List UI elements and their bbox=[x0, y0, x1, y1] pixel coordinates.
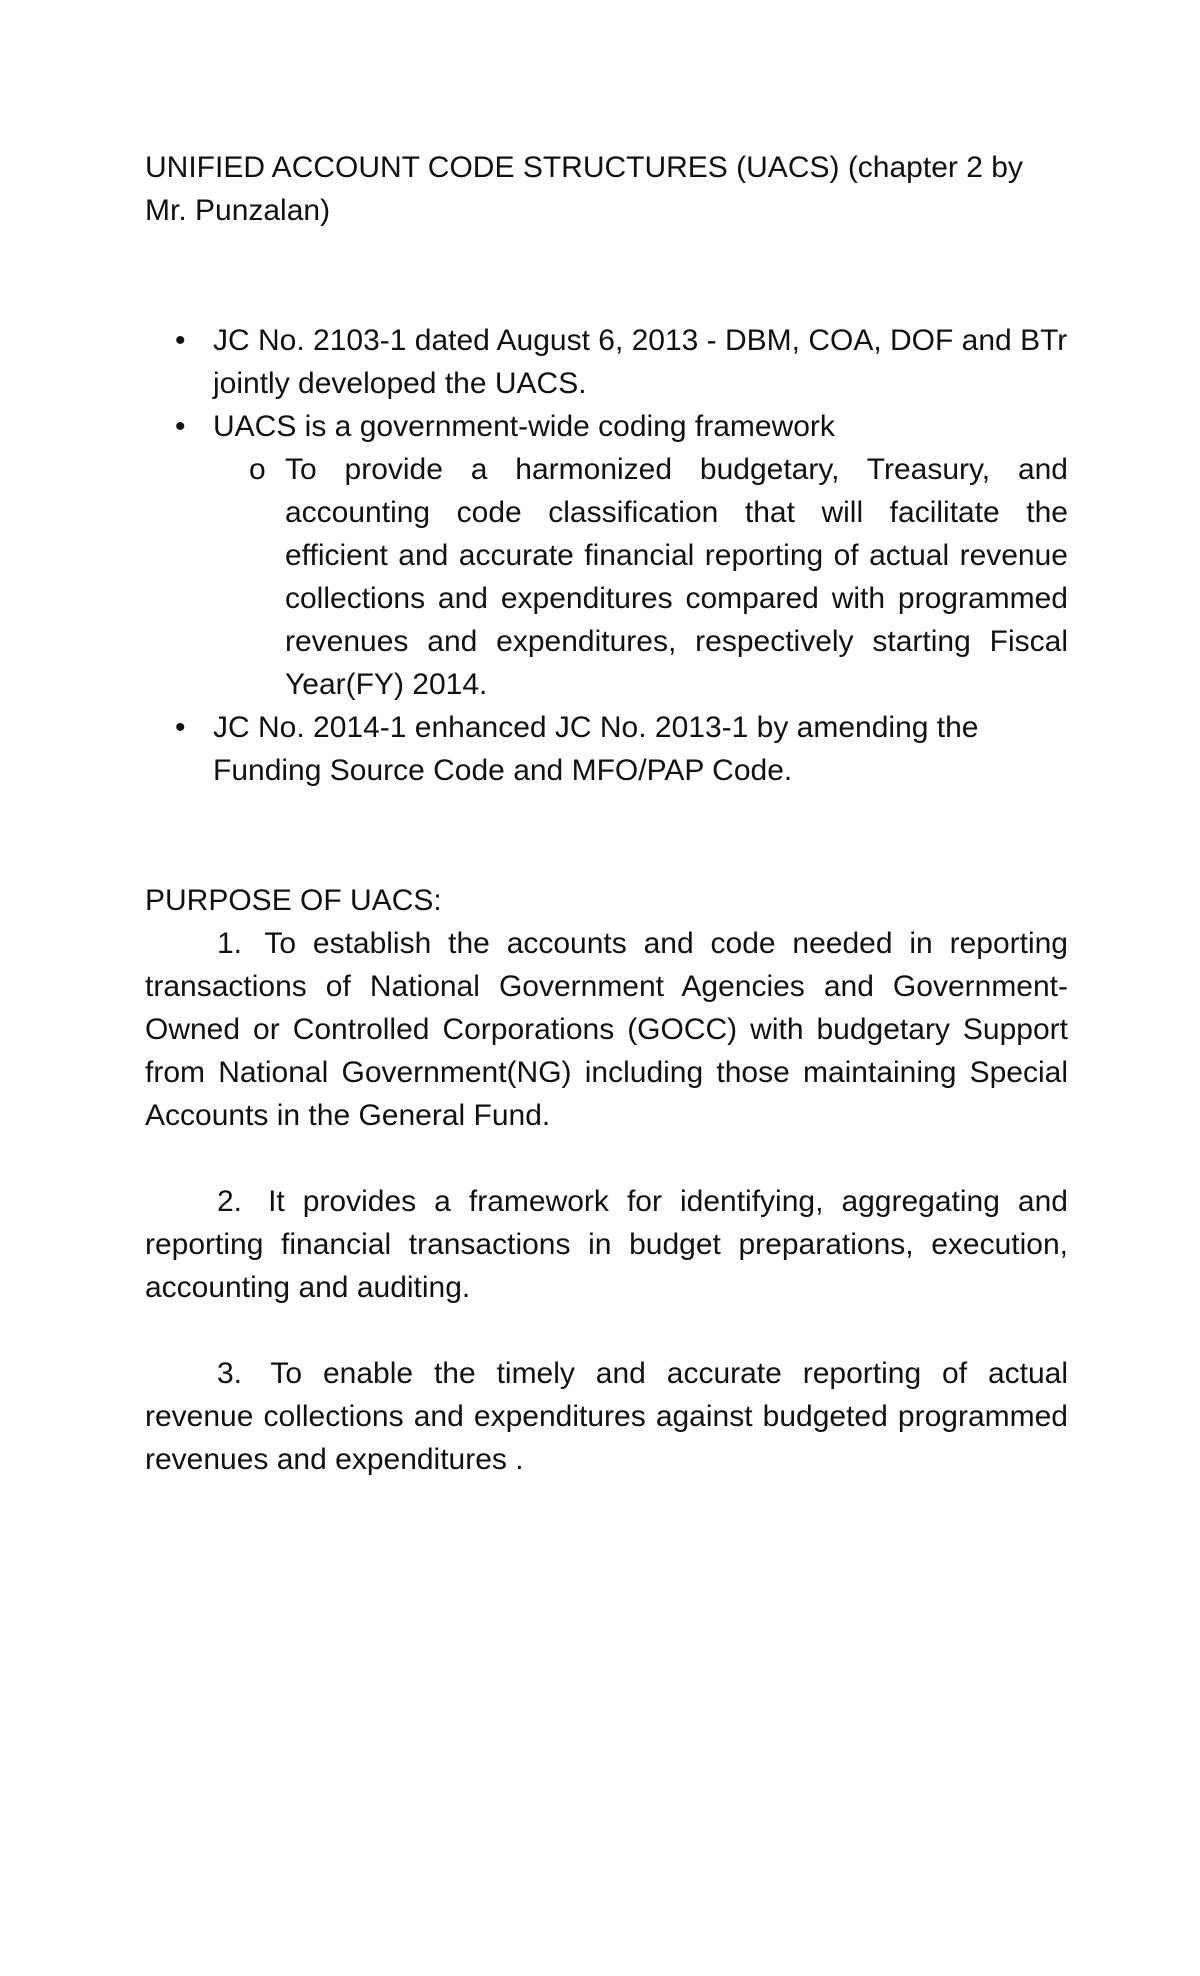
purpose-item-number: 3. bbox=[217, 1357, 243, 1390]
bullet-item-uacs-framework bbox=[213, 405, 1068, 706]
bullet-item-uacs-text: UACS is a government-wide coding framework bbox=[213, 410, 835, 443]
sub-bullet-list bbox=[213, 448, 1068, 706]
purpose-heading: PURPOSE OF UACS: bbox=[145, 884, 442, 917]
purpose-item-number: 1. bbox=[217, 927, 243, 960]
purpose-item-1 bbox=[145, 922, 1068, 1137]
bullet-list bbox=[145, 319, 1068, 792]
purpose-item-text: To establish the accounts and code needed in reporting transactions of National Government Agencies and Government-Owned or Controlled Corporations (GOCC) with budgetary Support from National Government(NG) including those maintaining Special Accounts in the General Fund. bbox=[145, 927, 1068, 1132]
purpose-item-2 bbox=[145, 1180, 1068, 1309]
bullet-item-jc-2103: • JC No. 2103-1 dated August 6, 2013 - DBM, COA, DOF and BTr jointly developed the UACS. bbox=[213, 319, 1068, 405]
purpose-item-number: 2. bbox=[217, 1185, 243, 1218]
bullet-item-jc-2014: • JC No. 2014-1 enhanced JC No. 2013-1 by amending the Funding Source Code and MFO/PAP Code. bbox=[213, 706, 1068, 792]
page-title: UNIFIED ACCOUNT CODE STRUCTURES (UACS) (chapter 2 by Mr. Punzalan) bbox=[145, 151, 1023, 227]
purpose-item-text: It provides a framework for identifying, aggregating and reporting financial transactions in budget preparations, execution, accounting and auditing. bbox=[145, 1185, 1068, 1304]
purpose-item-3 bbox=[145, 1352, 1068, 1481]
purpose-item-text: To enable the timely and accurate reporting of actual revenue collections and expenditures against budgeted programmed revenues and expenditures . bbox=[145, 1357, 1068, 1476]
sub-bullet-item-purpose: o To provide a harmonized budgetary, Treasury, and accounting code classification that will facilitate the efficient and accurate financial reporting of actual revenue collections and expenditures compared with programmed revenues and expenditures, respectively starting Fiscal Year(FY) 2014. bbox=[285, 448, 1068, 706]
